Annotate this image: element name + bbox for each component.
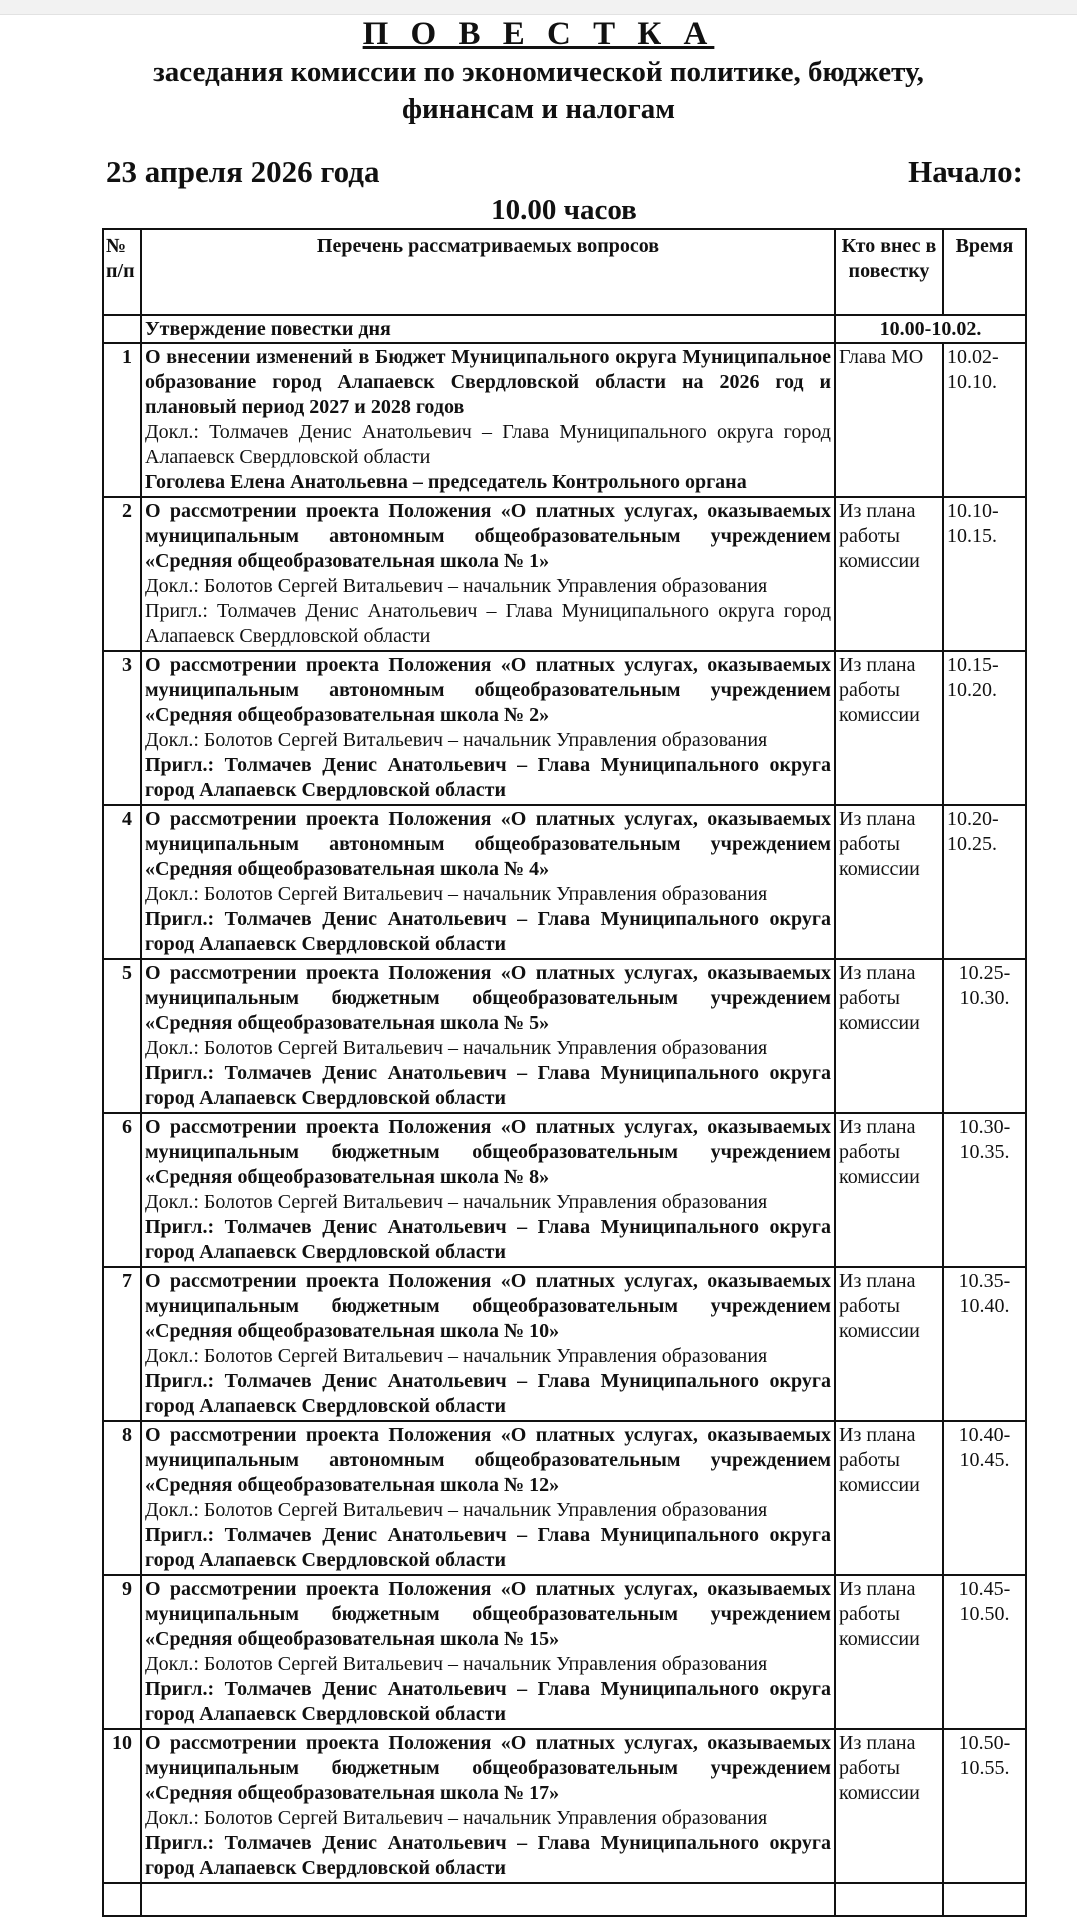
header-who: Кто внес в повестку	[835, 229, 943, 315]
document-subtitle	[100, 54, 977, 128]
item-invited: Пригл.: Толмачев Денис Анатольевич – Глава Муниципального округа город Алапаевск Свердловской области	[145, 1832, 831, 1879]
table-row	[103, 343, 1026, 497]
document-title: П О В Е С Т К А	[362, 16, 715, 52]
item-number: 9	[103, 1575, 141, 1729]
item-topic	[141, 1421, 835, 1575]
item-speaker: Докл.: Болотов Сергей Витальевич – начальник Управления образования	[145, 883, 768, 905]
item-title: О рассмотрении проекта Положения «О платных услугах, оказываемых муниципальным автономным общеобразовательным учреждением «Средняя общеобразовательная школа № 1»	[145, 500, 831, 572]
start-label: Начало:	[908, 154, 1023, 189]
item-speaker: Докл.: Болотов Сергей Витальевич – начальник Управления образования	[145, 729, 768, 751]
viewer-top-bar	[0, 0, 1077, 15]
table-row	[103, 1729, 1026, 1883]
item-invited: Пригл.: Толмачев Денис Анатольевич – Глава Муниципального округа город Алапаевск Свердловской области	[145, 1216, 831, 1263]
item-topic	[141, 343, 835, 497]
meeting-date: 23 апреля 2026 года	[106, 154, 380, 189]
approval-time: 10.00-10.02.	[835, 315, 1026, 343]
agenda-table	[102, 228, 1027, 1917]
item-number: 7	[103, 1267, 141, 1421]
item-who: Из плана работы комиссии	[835, 1113, 943, 1267]
item-who: Глава МО	[835, 343, 943, 497]
item-topic	[141, 1729, 835, 1883]
item-number: 6	[103, 1113, 141, 1267]
item-time: 10.15-10.20.	[943, 651, 1026, 805]
table-row	[103, 959, 1026, 1113]
table-row	[103, 1267, 1026, 1421]
table-row	[103, 805, 1026, 959]
item-time: 10.10-10.15.	[943, 497, 1026, 651]
item-title: О рассмотрении проекта Положения «О платных услугах, оказываемых муниципальным автономным общеобразовательным учреждением «Средняя общеобразовательная школа № 4»	[145, 808, 831, 880]
table-row	[103, 1575, 1026, 1729]
item-speaker: Докл.: Болотов Сергей Витальевич – начальник Управления образования	[145, 1499, 768, 1521]
item-time: 10.35-10.40.	[943, 1267, 1026, 1421]
item-invited: Пригл.: Толмачев Денис Анатольевич – Глава Муниципального округа город Алапаевск Свердловской области	[145, 1062, 831, 1109]
agenda-body	[103, 315, 1026, 1916]
cut-off-cell	[141, 1883, 835, 1916]
item-speaker: Докл.: Болотов Сергей Витальевич – начальник Управления образования	[145, 575, 768, 597]
item-speaker: Докл.: Болотов Сергей Витальевич – начальник Управления образования	[145, 1345, 768, 1367]
item-topic	[141, 1267, 835, 1421]
item-time: 10.20-10.25.	[943, 805, 1026, 959]
item-time: 10.45-10.50.	[943, 1575, 1026, 1729]
item-title: О рассмотрении проекта Положения «О платных услугах, оказываемых муниципальным бюджетным общеобразовательным учреждением «Средняя общеобразовательная школа № 10»	[145, 1270, 831, 1342]
item-time: 10.25-10.30.	[943, 959, 1026, 1113]
item-invited: Пригл.: Толмачев Денис Анатольевич – Глава Муниципального округа город Алапаевск Свердловской области	[145, 1370, 831, 1417]
item-speaker: Докл.: Болотов Сергей Витальевич – начальник Управления образования	[145, 1807, 768, 1829]
item-time: 10.50-10.55.	[943, 1729, 1026, 1883]
item-invited: Пригл.: Толмачев Денис Анатольевич – Глава Муниципального округа город Алапаевск Свердловской области	[145, 1678, 831, 1725]
item-topic	[141, 1575, 835, 1729]
item-speaker: Докл.: Болотов Сергей Витальевич – начальник Управления образования	[145, 1653, 768, 1675]
cut-off-cell	[103, 1883, 141, 1916]
table-row-cut-off	[103, 1883, 1026, 1916]
item-number: 10	[103, 1729, 141, 1883]
header-num: № п/п	[103, 229, 141, 315]
item-title: О рассмотрении проекта Положения «О платных услугах, оказываемых муниципальным бюджетным общеобразовательным учреждением «Средняя общеобразовательная школа № 17»	[145, 1732, 831, 1804]
item-speaker: Докл.: Болотов Сергей Витальевич – начальник Управления образования	[145, 1191, 768, 1213]
item-number: 3	[103, 651, 141, 805]
table-row	[103, 1421, 1026, 1575]
item-title: О внесении изменений в Бюджет Муниципального округа Муниципальное образование город Алапаевск Свердловской области на 2026 год и плановый период 2027 и 2028 годов	[145, 346, 831, 418]
item-who: Из плана работы комиссии	[835, 805, 943, 959]
item-who: Из плана работы комиссии	[835, 1575, 943, 1729]
item-topic	[141, 959, 835, 1113]
approval-num	[103, 315, 141, 343]
item-who: Из плана работы комиссии	[835, 1421, 943, 1575]
cut-off-cell	[943, 1883, 1026, 1916]
approval-topic: Утверждение повестки дня	[141, 315, 835, 343]
item-who: Из плана работы комиссии	[835, 1729, 943, 1883]
approval-row	[103, 315, 1026, 343]
subtitle-line-2: финансам и налогам	[401, 93, 676, 125]
item-invited: Пригл.: Толмачев Денис Анатольевич – Глава Муниципального округа город Алапаевск Свердловской области	[145, 1524, 831, 1571]
item-number: 1	[103, 343, 141, 497]
item-who: Из плана работы комиссии	[835, 651, 943, 805]
item-who: Из плана работы комиссии	[835, 497, 943, 651]
item-speaker: Докл.: Толмачев Денис Анатольевич – Глава Муниципального округа город Алапаевск Свердловской области	[145, 421, 831, 468]
item-topic	[141, 651, 835, 805]
item-who: Из плана работы комиссии	[835, 959, 943, 1113]
item-title: О рассмотрении проекта Положения «О платных услугах, оказываемых муниципальным автономным общеобразовательным учреждением «Средняя общеобразовательная школа № 2»	[145, 654, 831, 726]
item-number: 5	[103, 959, 141, 1113]
item-time: 10.02-10.10.	[943, 343, 1026, 497]
item-invited: Пригл.: Толмачев Денис Анатольевич – Глава Муниципального округа город Алапаевск Свердловской области	[145, 908, 831, 955]
item-topic	[141, 805, 835, 959]
item-number: 4	[103, 805, 141, 959]
header-topic: Перечень рассматриваемых вопросов	[141, 229, 835, 315]
table-header-row	[103, 229, 1026, 315]
item-time: 10.40-10.45.	[943, 1421, 1026, 1575]
item-invited: Пригл.: Толмачев Денис Анатольевич – Глава Муниципального округа город Алапаевск Свердловской области	[145, 754, 831, 801]
subtitle-line-1: заседания комиссии по экономической политике, бюджету,	[153, 56, 924, 88]
item-number: 8	[103, 1421, 141, 1575]
header-time: Время	[943, 229, 1026, 315]
item-topic	[141, 1113, 835, 1267]
item-who: Из плана работы комиссии	[835, 1267, 943, 1421]
start-time: 10.00 часов	[491, 194, 637, 226]
item-topic	[141, 497, 835, 651]
table-row	[103, 497, 1026, 651]
item-invited: Гоголева Елена Анатольевна – председатель Контрольного органа	[145, 471, 747, 493]
item-number: 2	[103, 497, 141, 651]
item-title: О рассмотрении проекта Положения «О платных услугах, оказываемых муниципальным бюджетным общеобразовательным учреждением «Средняя общеобразовательная школа № 8»	[145, 1116, 831, 1188]
item-time: 10.30-10.35.	[943, 1113, 1026, 1267]
table-row	[103, 651, 1026, 805]
table-row	[103, 1113, 1026, 1267]
item-title: О рассмотрении проекта Положения «О платных услугах, оказываемых муниципальным бюджетным общеобразовательным учреждением «Средняя общеобразовательная школа № 15»	[145, 1578, 831, 1650]
cut-off-cell	[835, 1883, 943, 1916]
item-title: О рассмотрении проекта Положения «О платных услугах, оказываемых муниципальным автономным общеобразовательным учреждением «Средняя общеобразовательная школа № 12»	[145, 1424, 831, 1496]
item-title: О рассмотрении проекта Положения «О платных услугах, оказываемых муниципальным бюджетным общеобразовательным учреждением «Средняя общеобразовательная школа № 5»	[145, 962, 831, 1034]
item-speaker: Докл.: Болотов Сергей Витальевич – начальник Управления образования	[145, 1037, 768, 1059]
item-invited: Пригл.: Толмачев Денис Анатольевич – Глава Муниципального округа город Алапаевск Свердловской области	[145, 600, 831, 647]
